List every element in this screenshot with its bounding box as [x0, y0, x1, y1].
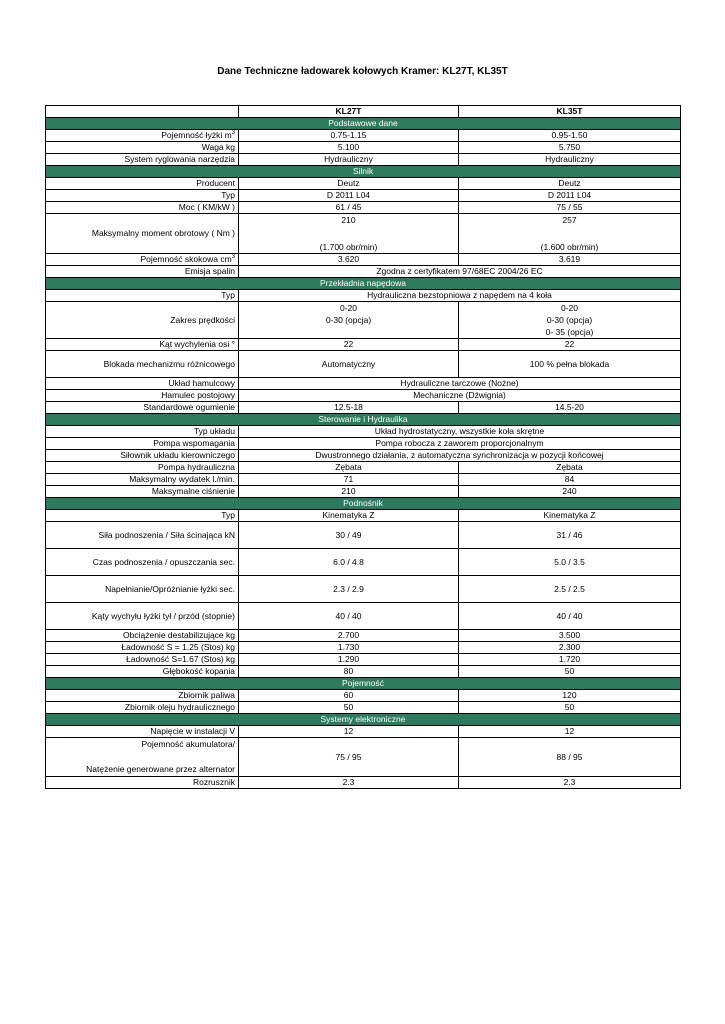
row-label: Zakres prędkości [46, 302, 239, 339]
kl27-torque: 210 [341, 215, 356, 225]
kl35-range-c: 0- 35 (opcja) [545, 327, 594, 337]
kl27-value: Hydrauliczny [239, 154, 459, 166]
kl27-value: 210 [239, 486, 459, 498]
row-label: Producent [46, 178, 239, 190]
shared-value: Dwustronnego działania, z automatyczna synchronizacja w pozycji końcowej [239, 450, 681, 462]
shared-value: Mechaniczne (Dźwignia) [239, 390, 681, 402]
kl27-range-a: 0-20 [339, 303, 357, 313]
kl27-value: 1.730 [239, 642, 459, 654]
kl35-value: 88 / 95 [459, 738, 681, 777]
section-row [46, 498, 681, 510]
section-sterowanie: Sterowanie i Hydraulika [46, 414, 681, 426]
row-label: Zbiornik paliwa [46, 690, 239, 702]
row-label: Ładowność S=1.67 (Stos) kg [46, 654, 239, 666]
kl27-value [239, 302, 459, 339]
kl35-rpm: (1.600 obr/min) [540, 242, 599, 252]
header-empty [46, 106, 239, 118]
row-label: Typ [46, 290, 239, 302]
table-row [46, 654, 681, 666]
kl35-value: 1.720 [459, 654, 681, 666]
row-label: Rozrusznik [46, 777, 239, 789]
table-row [46, 351, 681, 378]
table-row [46, 130, 681, 142]
section-row [46, 278, 681, 290]
table-row [46, 642, 681, 654]
row-label: Siła podnoszenia / Siła ścinająca kN [46, 522, 239, 549]
kl27-value: 75 / 95 [239, 738, 459, 777]
kl27-value: D 2011 L04 [239, 190, 459, 202]
page-title: Dane Techniczne ładowarek kołowych Kramer: KL27T, KL35T [217, 66, 508, 77]
row-label: Ładowność S = 1.25 (Stos) kg [46, 642, 239, 654]
kl27-value: 2.700 [239, 630, 459, 642]
table-row [46, 290, 681, 302]
kl27-rpm: (1.700 obr/min) [319, 242, 378, 252]
table-row [46, 254, 681, 266]
table-row [46, 738, 681, 777]
table-row [46, 402, 681, 414]
section-silnik: Silnik [46, 166, 681, 178]
kl35-value: 120 [459, 690, 681, 702]
row-label: Czas podnoszenia / opuszczania sec. [46, 549, 239, 576]
section-row [46, 714, 681, 726]
row-label: Głębokość kopania [46, 666, 239, 678]
kl27-value: 71 [239, 474, 459, 486]
section-row [46, 678, 681, 690]
section-podnosnik: Podnośnik [46, 498, 681, 510]
kl35-value: 3.500 [459, 630, 681, 642]
table-header-row [46, 106, 681, 118]
kl35-value: 0.95-1.50 [459, 130, 681, 142]
kl35-value: 50 [459, 702, 681, 714]
header-kl35t: KL35T [459, 106, 681, 118]
shared-value: Hydrauliczna bezstopniowa z napędem na 4 koła [239, 290, 681, 302]
section-podstawowe: Podstawowe dane [46, 118, 681, 130]
table-row [46, 266, 681, 278]
table-row [46, 462, 681, 474]
kl35-value: 75 / 55 [459, 202, 681, 214]
table-row [46, 777, 681, 789]
kl27-value [239, 214, 459, 254]
kl35-value: 240 [459, 486, 681, 498]
table-row [46, 474, 681, 486]
kl35-value: 84 [459, 474, 681, 486]
label-line-a: Pojemność akumulatora/ [141, 739, 235, 749]
kl27-value: 6.0 / 4.8 [239, 549, 459, 576]
kl35-value [459, 214, 681, 254]
table-row [46, 426, 681, 438]
kl35-value: Deutz [459, 178, 681, 190]
row-label: Kąt wychylenia osi ° [46, 339, 239, 351]
kl27-value: 60 [239, 690, 459, 702]
kl27-value: 2.3 / 2.9 [239, 576, 459, 603]
row-label: Siłownik układu kierowniczego [46, 450, 239, 462]
row-label: Waga kg [46, 142, 239, 154]
table-row [46, 510, 681, 522]
kl35-value: 2.3 [459, 777, 681, 789]
table-row [46, 142, 681, 154]
table-row [46, 726, 681, 738]
row-label: Moc ( KM/kW ) [46, 202, 239, 214]
kl35-value: 3.619 [459, 254, 681, 266]
label-sup: 3 [231, 130, 235, 137]
kl27-value: 61 / 45 [239, 202, 459, 214]
kl35-value: 5.0 / 3.5 [459, 549, 681, 576]
table-row [46, 339, 681, 351]
label-line-b: Natężenie generowane przez alternator [86, 764, 235, 774]
row-label: Pompa wspomagania [46, 438, 239, 450]
kl35-value: 100 % pełna blokada [459, 351, 681, 378]
kl27-value: 30 / 49 [239, 522, 459, 549]
table-row [46, 486, 681, 498]
kl35-value: 50 [459, 666, 681, 678]
table-row [46, 576, 681, 603]
kl35-value: 12 [459, 726, 681, 738]
row-label [46, 738, 239, 777]
kl27-range-b: 0-30 (opcja) [325, 315, 372, 325]
table-row [46, 450, 681, 462]
kl35-value: Hydrauliczny [459, 154, 681, 166]
table-row [46, 666, 681, 678]
label-sup: 3 [231, 254, 235, 261]
kl27-value: 40 / 40 [239, 603, 459, 630]
table-row [46, 522, 681, 549]
row-label: Hamulec postojowy [46, 390, 239, 402]
label-text: Pojemność skokowa cm [140, 254, 232, 264]
shared-value: Pompa robocza z zaworem proporcjonalnym [239, 438, 681, 450]
table-row [46, 378, 681, 390]
kl27-value: 3.620 [239, 254, 459, 266]
kl27-value: 0.75-1.15 [239, 130, 459, 142]
kl35-value: 22 [459, 339, 681, 351]
section-row [46, 414, 681, 426]
kl27-value: Zębata [239, 462, 459, 474]
table-row [46, 178, 681, 190]
row-label: Maksymalny wydatek l./min. [46, 474, 239, 486]
kl27-value: Deutz [239, 178, 459, 190]
row-label: Kąty wychyłu łyżki tył / przód (stopnie) [46, 603, 239, 630]
table-row [46, 549, 681, 576]
shared-value: Zgodna z certyfikatem 97/68EC 2004/26 EC [239, 266, 681, 278]
table-row [46, 154, 681, 166]
section-row [46, 118, 681, 130]
kl27-value: 22 [239, 339, 459, 351]
row-label: System ryglowania narzędzia [46, 154, 239, 166]
row-label: Maksymalne ciśnienie [46, 486, 239, 498]
row-label: Obciążenie destabilizujące kg [46, 630, 239, 642]
kl35-range-b: 0-30 (opcja) [546, 315, 593, 325]
row-label [46, 130, 239, 142]
row-label: Pompa hydrauliczna [46, 462, 239, 474]
kl35-value: 5.750 [459, 142, 681, 154]
kl35-value: Kinematyka Z [459, 510, 681, 522]
kl27-value: 80 [239, 666, 459, 678]
row-label: Napięcie w instalacji V [46, 726, 239, 738]
row-label: Układ hamulcowy [46, 378, 239, 390]
row-label: Napełnianie/Opróżnianie łyżki sec. [46, 576, 239, 603]
section-systemy: Systemy elektroniczne [46, 714, 681, 726]
shared-value: Hydrauliczne tarczowe (Nożne) [239, 378, 681, 390]
table-row [46, 214, 681, 254]
table-row [46, 202, 681, 214]
kl35-value: 2.300 [459, 642, 681, 654]
row-label: Standardowe ogumienie [46, 402, 239, 414]
kl27-range-c [242, 326, 455, 338]
kl27-value: 50 [239, 702, 459, 714]
row-label: Blokada mechanizmu różnicowego [46, 351, 239, 378]
table-row [46, 603, 681, 630]
kl35-value: 40 / 40 [459, 603, 681, 630]
spec-table [45, 105, 681, 789]
kl27-value: 12.5-18 [239, 402, 459, 414]
kl27-value: 2.3 [239, 777, 459, 789]
kl27-value: Automatyczny [239, 351, 459, 378]
kl35-value: Zębata [459, 462, 681, 474]
row-label: Typ [46, 190, 239, 202]
table-row [46, 690, 681, 702]
kl35-value: 2.5 / 2.5 [459, 576, 681, 603]
header-kl27t: KL27T [239, 106, 459, 118]
row-label [46, 254, 239, 266]
table-row [46, 190, 681, 202]
kl27-value: 1.290 [239, 654, 459, 666]
section-row [46, 166, 681, 178]
table-row [46, 702, 681, 714]
section-pojemnosc: Pojemność [46, 678, 681, 690]
kl35-value [459, 302, 681, 339]
shared-value: Układ hydrostatyczny, wszystkie koła skrętne [239, 426, 681, 438]
table-row [46, 438, 681, 450]
kl35-value: 31 / 46 [459, 522, 681, 549]
label-text: Pojemność łyżki m [161, 130, 232, 140]
row-label: Emisja spalin [46, 266, 239, 278]
kl35-torque: 257 [562, 215, 577, 225]
kl35-range-a: 0-20 [560, 303, 578, 313]
row-label: Maksymalny moment obrotowy ( Nm ) [46, 214, 239, 254]
row-label: Typ [46, 510, 239, 522]
table-row [46, 390, 681, 402]
row-label: Typ układu [46, 426, 239, 438]
section-przekladnia: Przekładnia napędowa [46, 278, 681, 290]
kl27-value: Kinematyka Z [239, 510, 459, 522]
table-row [46, 302, 681, 339]
kl35-value: D 2011 L04 [459, 190, 681, 202]
table-row [46, 630, 681, 642]
kl27-value: 12 [239, 726, 459, 738]
kl27-value: 5.100 [239, 142, 459, 154]
kl35-value: 14.5-20 [459, 402, 681, 414]
row-label: Zbiornik oleju hydraulicznego [46, 702, 239, 714]
